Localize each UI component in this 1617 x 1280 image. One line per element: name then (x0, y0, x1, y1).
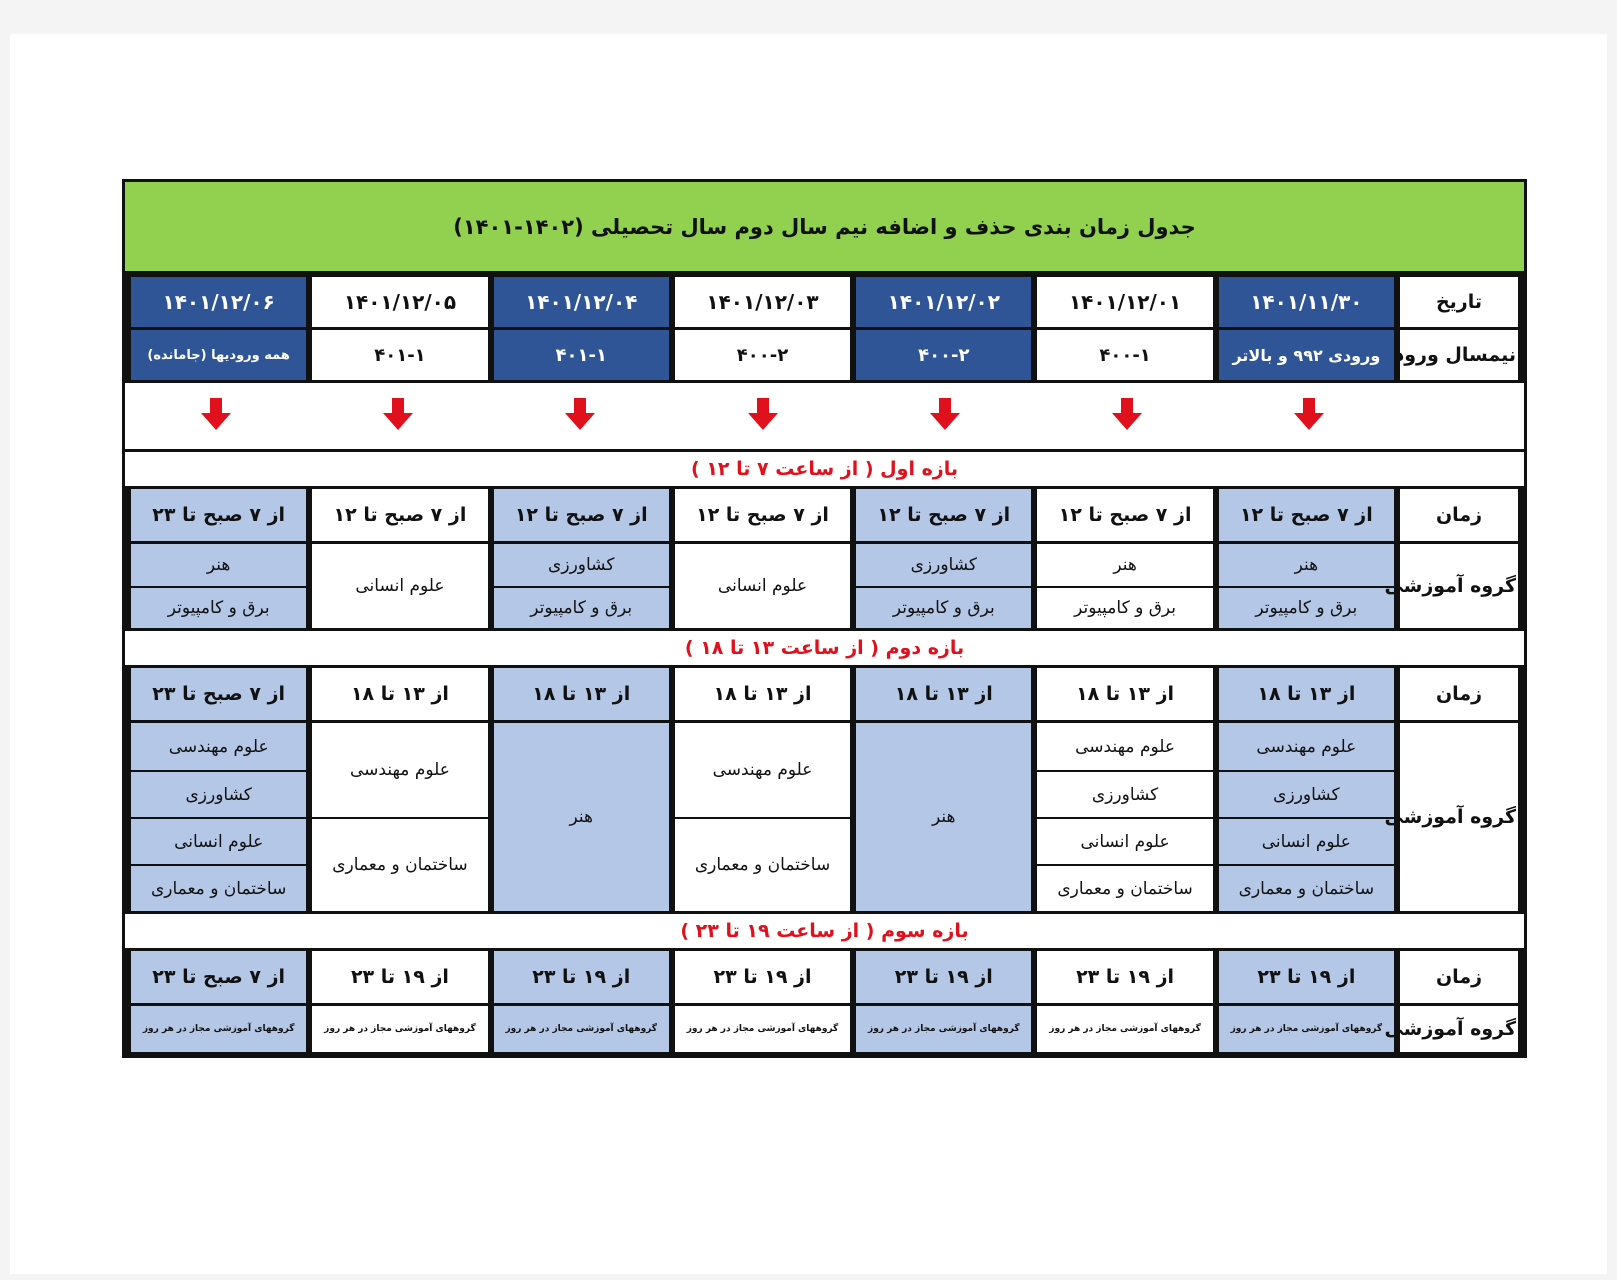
group-cell: هنر (856, 723, 1031, 911)
time-cell: از ۱۹ تا ۲۳ (856, 951, 1031, 1003)
group-cell: ساختمان و معماری (131, 864, 306, 911)
arrow-spacer (1400, 383, 1524, 449)
time-label: زمان (1400, 489, 1518, 541)
group-cell: کشاورزی (494, 544, 669, 586)
down-arrow-icon (854, 383, 1036, 449)
period-1-time-row (131, 489, 1518, 541)
entry-cell: همه ورودیها (جامانده) (131, 330, 306, 380)
group-cell: برق و کامپیوتر (1219, 586, 1394, 628)
group-cell: برق و کامپیوتر (856, 586, 1031, 628)
group-label: گروه آموزشی (1400, 1006, 1518, 1052)
period-1-title: بازه اول ( از ساعت ۷ تا ۱۲ ) (125, 449, 1524, 489)
group-cell: ساختمان و معماری (1219, 864, 1394, 911)
group-cell: هنر (131, 544, 306, 586)
time-cell: از ۷ صبح تا ۱۲ (494, 489, 669, 541)
group-cell: کشاورزی (1219, 770, 1394, 817)
date-cell: ۱۴۰۱/۱۲/۰۲ (856, 277, 1031, 327)
entry-cell: ۴۰۱-۱ (312, 330, 487, 380)
period-1-table (125, 489, 1524, 628)
period-2-time-row (131, 668, 1518, 720)
group-cell: برق و کامپیوتر (131, 586, 306, 628)
time-cell: از ۱۳ تا ۱۸ (1219, 668, 1394, 720)
group-label: گروه آموزشی (1400, 723, 1518, 911)
group-cell: کشاورزی (131, 770, 306, 817)
arrow-table (125, 383, 1524, 449)
entry-row (131, 330, 1518, 380)
group-cell: هنر (1219, 544, 1394, 586)
group-cell: علوم انسانی (312, 544, 487, 628)
group-note-cell: گروههای آموزشی مجاز در هر روز (1219, 1006, 1394, 1052)
group-cell: برق و کامپیوتر (1037, 586, 1212, 628)
period-1-group-row (131, 544, 1518, 586)
time-cell: از ۱۳ تا ۱۸ (1037, 668, 1212, 720)
group-cell: علوم مهندسی (675, 723, 850, 817)
entry-cell: ۴۰۰-۲ (675, 330, 850, 380)
time-cell: از ۷ صبح تا ۲۳ (131, 489, 306, 541)
time-cell: از ۱۹ تا ۲۳ (312, 951, 487, 1003)
group-cell: ساختمان و معماری (675, 817, 850, 911)
date-row (131, 277, 1518, 327)
date-cell: ۱۴۰۱/۱۲/۰۶ (131, 277, 306, 327)
group-cell: علوم مهندسی (1219, 723, 1394, 770)
schedule-table (122, 179, 1527, 1058)
date-cell: ۱۴۰۱/۱۲/۰۴ (494, 277, 669, 327)
arrow-row (125, 383, 1524, 449)
entry-cell: ۴۰۰-۲ (856, 330, 1031, 380)
group-note-cell: گروههای آموزشی مجاز در هر روز (131, 1006, 306, 1052)
time-cell: از ۱۹ تا ۲۳ (494, 951, 669, 1003)
group-cell: علوم انسانی (675, 544, 850, 628)
group-cell: برق و کامپیوتر (494, 586, 669, 628)
time-label: زمان (1400, 668, 1518, 720)
period-2-table (125, 668, 1524, 911)
time-cell: از ۷ صبح تا ۱۲ (1219, 489, 1394, 541)
group-note-cell: گروههای آموزشی مجاز در هر روز (494, 1006, 669, 1052)
date-cell: ۱۴۰۱/۱۲/۰۳ (675, 277, 850, 327)
group-note-cell: گروههای آموزشی مجاز در هر روز (856, 1006, 1031, 1052)
time-cell: از ۱۳ تا ۱۸ (675, 668, 850, 720)
group-cell: کشاورزی (1037, 770, 1212, 817)
time-cell: از ۷ صبح تا ۱۲ (675, 489, 850, 541)
group-cell: علوم انسانی (131, 817, 306, 864)
period-3-table (125, 951, 1524, 1055)
down-arrow-icon (489, 383, 671, 449)
group-cell: علوم مهندسی (131, 723, 306, 770)
group-note-cell: گروههای آموزشی مجاز در هر روز (675, 1006, 850, 1052)
group-note-cell: گروههای آموزشی مجاز در هر روز (1037, 1006, 1212, 1052)
time-cell: از ۷ صبح تا ۱۲ (1037, 489, 1212, 541)
time-cell: از ۷ صبح تا ۲۳ (131, 951, 306, 1003)
group-cell: هنر (1037, 544, 1212, 586)
period-3-title: بازه سوم ( از ساعت ۱۹ تا ۲۳ ) (125, 911, 1524, 951)
entry-cell: ۴۰۱-۱ (494, 330, 669, 380)
down-arrow-icon (1036, 383, 1218, 449)
document-page (10, 34, 1607, 1274)
schedule-title: جدول زمان بندی حذف و اضافه نیم سال دوم سال تحصیلی (۱۴۰۲-۱۴۰۱) (125, 182, 1524, 274)
period-2-group-row (131, 817, 1518, 864)
time-cell: از ۷ صبح تا ۱۲ (312, 489, 487, 541)
group-cell: علوم انسانی (1219, 817, 1394, 864)
time-cell: از ۷ صبح تا ۱۲ (856, 489, 1031, 541)
date-cell: ۱۴۰۱/۱۲/۰۱ (1037, 277, 1212, 327)
header-table (125, 274, 1524, 383)
group-cell: علوم مهندسی (1037, 723, 1212, 770)
time-label: زمان (1400, 951, 1518, 1003)
date-cell: ۱۴۰۱/۱۲/۰۵ (312, 277, 487, 327)
period-2-title: بازه دوم ( از ساعت ۱۳ تا ۱۸ ) (125, 628, 1524, 668)
group-cell: کشاورزی (856, 544, 1031, 586)
period-3-group-row (131, 1006, 1518, 1052)
group-cell: ساختمان و معماری (1037, 864, 1212, 911)
group-label: گروه آموزشی (1400, 544, 1518, 628)
down-arrow-icon (1218, 383, 1400, 449)
down-arrow-icon (307, 383, 489, 449)
time-cell: از ۷ صبح تا ۲۳ (131, 668, 306, 720)
entry-label: نیمسال ورود (1400, 330, 1518, 380)
time-cell: از ۱۳ تا ۱۸ (494, 668, 669, 720)
period-3-time-row (131, 951, 1518, 1003)
group-cell: علوم مهندسی (312, 723, 487, 817)
down-arrow-icon (671, 383, 853, 449)
group-cell: علوم انسانی (1037, 817, 1212, 864)
time-cell: از ۱۹ تا ۲۳ (1219, 951, 1394, 1003)
group-note-cell: گروههای آموزشی مجاز در هر روز (312, 1006, 487, 1052)
time-cell: از ۱۳ تا ۱۸ (312, 668, 487, 720)
entry-cell: ورودی ۹۹۲ و بالاتر (1219, 330, 1394, 380)
period-2-group-row (131, 723, 1518, 770)
group-cell: هنر (494, 723, 669, 911)
time-cell: از ۱۳ تا ۱۸ (856, 668, 1031, 720)
date-label: تاریخ (1400, 277, 1518, 327)
down-arrow-icon (125, 383, 307, 449)
time-cell: از ۱۹ تا ۲۳ (1037, 951, 1212, 1003)
date-cell: ۱۴۰۱/۱۱/۳۰ (1219, 277, 1394, 327)
group-cell: ساختمان و معماری (312, 817, 487, 911)
time-cell: از ۱۹ تا ۲۳ (675, 951, 850, 1003)
entry-cell: ۴۰۰-۱ (1037, 330, 1212, 380)
